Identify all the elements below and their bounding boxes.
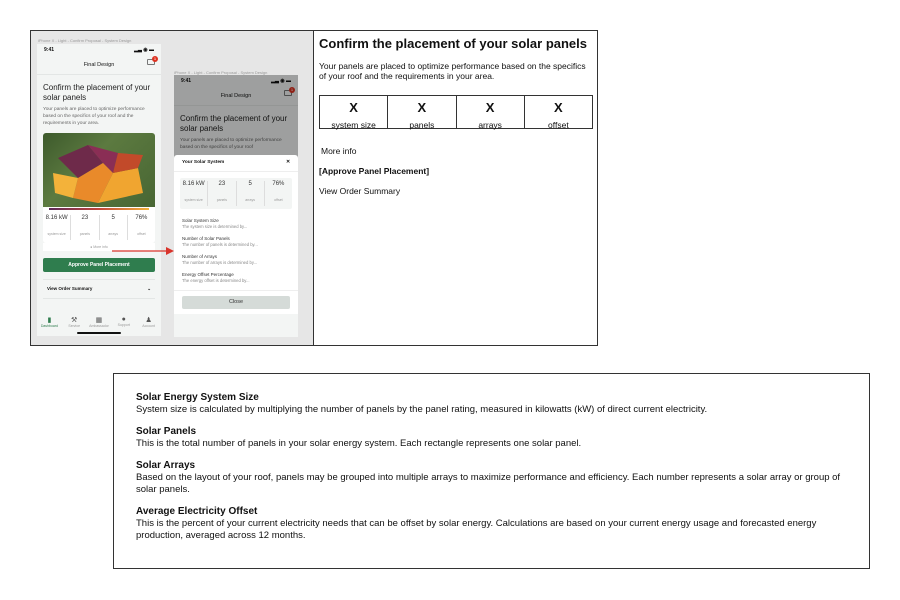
order-summary-label: View Order Summary: [47, 286, 93, 291]
stat-label: system size: [331, 120, 376, 130]
sheet-item-text: The number of arrays is determined by...: [182, 260, 258, 265]
sheet-title: Your Solar System: [182, 160, 225, 165]
solar-system-sheet: [174, 155, 298, 314]
definitions-panel: [113, 373, 870, 569]
tab-label: Dashboard: [40, 324, 58, 328]
roof-aerial-image: [43, 133, 155, 207]
definition-title: Average Electricity Offset: [136, 506, 258, 517]
signal-icon: ▂▃ ◉ ▬: [271, 78, 291, 84]
stat-cell: [525, 96, 592, 128]
stat-cell: [320, 96, 388, 128]
definition-title: Solar Arrays: [136, 460, 196, 471]
notification-badge: 1: [153, 56, 157, 61]
sheet-item-text: The energy offset is determined by...: [182, 278, 250, 283]
divider: [313, 30, 314, 346]
tab-label: Service: [68, 324, 81, 328]
tab-label: Support: [117, 323, 130, 327]
sheet-item-title: Solar System Size: [182, 218, 219, 223]
sheet-item: [174, 251, 298, 269]
sheet-item-text: The number of panels is determined by...: [182, 242, 258, 247]
stat-cell: [388, 96, 456, 128]
user-icon: ♟: [145, 317, 152, 324]
stat-label: arrays: [108, 232, 118, 236]
sheet-item-title: Number of Solar Panels: [182, 236, 230, 241]
stat-value: 5: [248, 181, 252, 187]
definition-title: Solar Energy System Size: [136, 392, 259, 403]
definition-text: This is the percent of your current electricity needs that can be offset by solar energy. Calculations are based on your current energy usage and forecasted energy production, averaged across 12 months.: [136, 518, 817, 541]
wireframe-title: Confirm the placement of your solar panels: [319, 36, 587, 51]
info-icon: ●: [90, 245, 93, 249]
stat-value: 23: [218, 181, 226, 187]
stat-label: offset: [274, 198, 283, 202]
chevron-down-icon: ⌄: [147, 286, 151, 291]
stat-label: panels: [79, 232, 91, 236]
definition-title: Solar Panels: [136, 426, 197, 437]
stat-label: system size: [47, 232, 66, 236]
close-button[interactable]: Close: [182, 296, 290, 309]
stat-value: X: [554, 100, 563, 115]
tab-dashboard[interactable]: [37, 316, 62, 328]
stat-label: panels: [409, 120, 435, 130]
frame-caption: iPhone X - Light - Confirm Proposal - System Design: [174, 70, 268, 75]
view-order-summary-link[interactable]: View Order Summary: [319, 186, 401, 196]
signal-icon: ▂▃ ◉ ▬: [134, 47, 154, 53]
approve-panel-placement-button[interactable]: [Approve Panel Placement]: [319, 166, 430, 176]
definition-system-size: [136, 392, 847, 416]
page-title: Confirm the placement of your solar panels: [43, 83, 151, 102]
chart-icon: ▮: [47, 317, 52, 324]
stat-label: arrays: [478, 120, 502, 130]
page-title: Confirm the placement of your solar panels: [180, 114, 288, 133]
system-stats: [43, 212, 155, 243]
tab-account[interactable]: [136, 316, 161, 328]
tab-ambassador[interactable]: [87, 316, 112, 328]
sheet-item: [174, 269, 298, 287]
definition-panels: [136, 426, 847, 450]
stat-value: 8.16 kW: [45, 215, 68, 221]
definition-text: This is the total number of panels in your solar energy system. Each rectangle represents one solar panel.: [136, 438, 582, 449]
stat-value: 76%: [135, 215, 148, 221]
sheet-item: [174, 215, 298, 233]
gift-icon: ▦: [95, 317, 103, 324]
view-order-summary-toggle[interactable]: [43, 279, 155, 299]
phone-screen-solar-sheet: [174, 75, 298, 337]
sheet-item-text: The system size is determined by...: [182, 224, 248, 229]
page-description: Your panels are placed to optimize performance based on the specifics of your roof and the requirements in your area.: [43, 107, 145, 126]
stat-value: 8.16 kW: [182, 181, 205, 187]
tab-label: Account: [142, 324, 155, 328]
stat-value: 5: [111, 215, 115, 221]
sheet-item: [174, 233, 298, 251]
stat-value: 76%: [272, 181, 285, 187]
wireframe-stats-table: [319, 95, 593, 129]
screen-title: Final Design: [83, 62, 115, 68]
phone-screen-final-design: [37, 44, 161, 336]
stat-label: offset: [137, 232, 146, 236]
definition-offset: [136, 506, 847, 542]
more-info-label: More info: [93, 245, 108, 249]
stat-value: X: [349, 100, 358, 115]
status-time: 9:41: [181, 78, 192, 84]
tab-support[interactable]: [111, 316, 136, 328]
home-indicator: [77, 332, 121, 334]
system-stats: [180, 178, 292, 209]
wireframe-description: Your panels are placed to optimize performance based on the specifics of your roof and the requirements in your area.: [319, 61, 586, 81]
inbox-icon[interactable]: [147, 56, 157, 65]
sheet-item-title: Number of Arrays: [182, 254, 218, 259]
more-info-link[interactable]: More info: [321, 146, 357, 156]
status-time: 9:41: [44, 47, 55, 53]
approve-panel-placement-button[interactable]: Approve Panel Placement: [43, 258, 155, 272]
stat-label: arrays: [245, 198, 255, 202]
production-gradient-bar: [49, 208, 149, 210]
hammer-icon: ⚒: [71, 317, 78, 324]
stat-value: 23: [81, 215, 89, 221]
tab-service[interactable]: [62, 316, 87, 328]
stat-value: X: [417, 100, 427, 115]
stat-label: system size: [184, 198, 203, 202]
definition-text: Based on the layout of your roof, panels may be grouped into multiple arrays to maximize performance and efficiency. Each number represents a solar array or group of solar panels.: [136, 472, 841, 495]
stat-label: panels: [216, 198, 228, 202]
stat-cell: [457, 96, 525, 128]
notification-badge: 1: [290, 87, 294, 92]
help-icon: ●: [121, 316, 126, 323]
close-icon[interactable]: ✕: [285, 160, 290, 165]
modal-overlay[interactable]: [174, 75, 298, 159]
stat-label: offset: [548, 120, 569, 130]
sheet-item-title: Energy Offset Percentage: [182, 272, 234, 277]
tab-label: Ambassador: [89, 324, 109, 328]
definition-arrays: [136, 460, 847, 496]
annotation-arrow: [112, 246, 174, 256]
screen-title: Final Design: [220, 93, 252, 99]
frame-caption: iPhone X - Light - Confirm Proposal - System Design: [38, 38, 132, 43]
definition-text: System size is calculated by multiplying the number of panels by the panel rating, measured in kilowatts (kW) of direct current electricity.: [136, 404, 708, 415]
page-description: Your panels are placed to optimize performance based on the specifics of your roof: [180, 138, 282, 150]
tab-bar: [37, 316, 161, 328]
stat-value: X: [485, 100, 495, 115]
